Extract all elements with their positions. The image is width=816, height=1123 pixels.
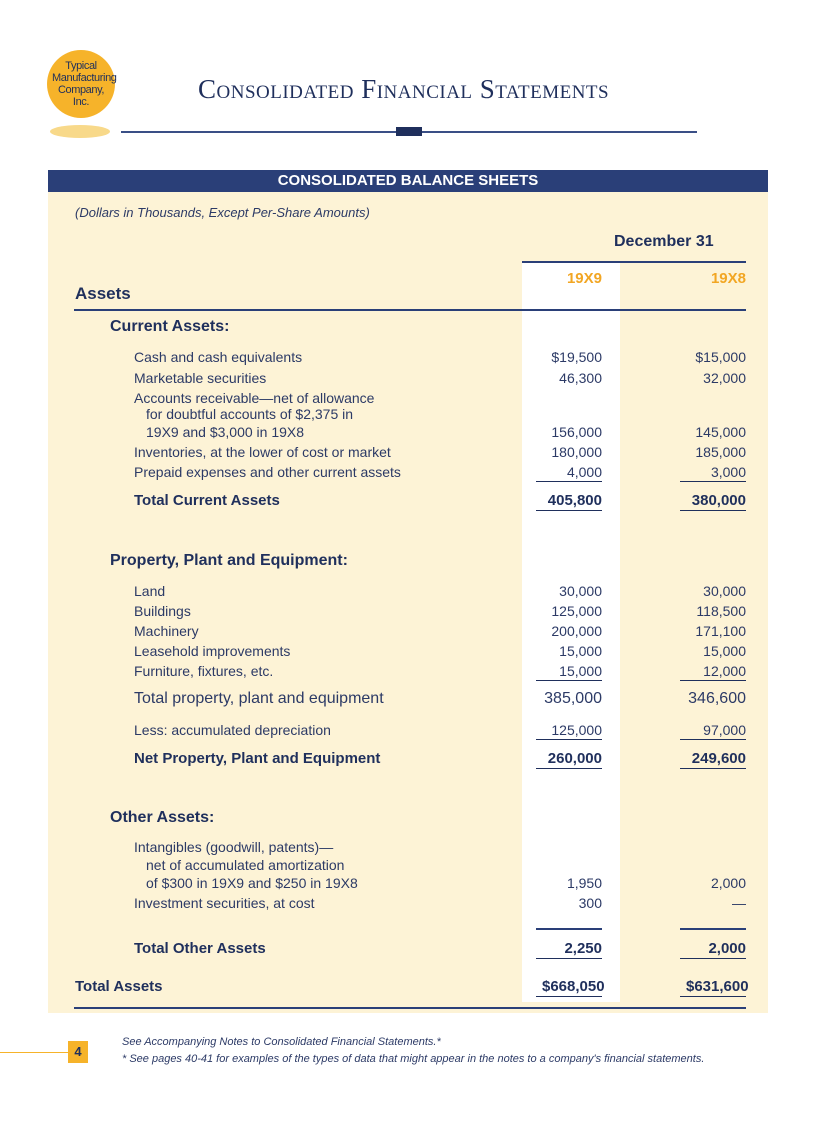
row-label: of $300 in 19X9 and $250 in 19X8 [146, 875, 358, 891]
value-19x8: 97,000 [680, 721, 746, 740]
value-19x9: 30,000 [559, 583, 602, 599]
footer-note: See Accompanying Notes to Consolidated Financial Statements.* [122, 1036, 441, 1048]
row-label: Land [134, 583, 166, 599]
value-19x9: 15,000 [559, 643, 602, 659]
row-label: for doubtful accounts of $2,375 in [146, 406, 354, 422]
page-number: 4 [68, 1041, 88, 1063]
value-19x8: 118,500 [696, 603, 746, 619]
value-19x9: 1,950 [566, 875, 602, 891]
total-assets-19x8: $631,600 [680, 978, 746, 997]
value-19x8: 185,000 [695, 444, 746, 460]
page-number-rule [0, 1052, 68, 1053]
footer-footnote: * See pages 40-41 for examples of the types of data that might appear in the notes to a company's financial statements. [122, 1053, 705, 1065]
value-19x9: 125,000 [536, 721, 602, 740]
row-label: Less: accumulated depreciation [134, 722, 331, 738]
underline [536, 928, 602, 930]
total-assets-19x9: $668,050 [536, 978, 602, 997]
subtotal-19x9: 385,000 [544, 690, 602, 707]
row-label: Marketable securities [134, 370, 267, 386]
page-title: Consolidated Financial Statements [198, 74, 610, 104]
value-19x9: 46,300 [559, 370, 602, 386]
value-19x9: 180,000 [551, 444, 602, 460]
logo-text: Typical Manufacturing Company, Inc. [52, 60, 117, 108]
total-19x9: 260,000 [536, 750, 602, 769]
row-label: Cash and cash equivalents [134, 349, 303, 365]
value-19x8: 3,000 [680, 463, 746, 482]
underline [680, 928, 746, 930]
value-19x9: 4,000 [536, 463, 602, 482]
total-19x9: 405,800 [536, 492, 602, 511]
other-assets-heading: Other Assets: [110, 809, 215, 826]
total-19x8: 380,000 [680, 492, 746, 511]
year-19x9: 19X9 [566, 270, 602, 287]
logo-shadow [50, 125, 110, 138]
total-19x8: 249,600 [680, 750, 746, 769]
current-assets-heading: Current Assets: [110, 318, 230, 335]
row-label: Machinery [134, 623, 199, 639]
total-19x9: 2,250 [536, 940, 602, 959]
value-19x9: 125,000 [551, 603, 602, 619]
value-19x9: 200,000 [551, 623, 602, 639]
row-label: net of accumulated amortization [146, 857, 345, 873]
row-label: Leasehold improvements [134, 643, 291, 659]
units-note: (Dollars in Thousands, Except Per-Share Amounts) [75, 205, 370, 220]
ppe-heading: Property, Plant and Equipment: [110, 552, 348, 569]
assets-heading: Assets [75, 284, 131, 303]
total-label: Total Current Assets [134, 492, 280, 509]
total-label: Total Other Assets [134, 940, 266, 957]
value-19x8: 15,000 [703, 643, 746, 659]
subtotal-label: Total property, plant and equipment [134, 690, 384, 707]
value-19x9: $19,500 [551, 349, 602, 365]
total-19x8: 2,000 [680, 940, 746, 959]
row-label: Accounts receivable—net of allowance [134, 390, 375, 406]
value-19x8: 2,000 [710, 875, 746, 891]
period-header: December 31 [614, 233, 714, 250]
row-label: Intangibles (goodwill, patents)— [134, 839, 334, 855]
total-label: Net Property, Plant and Equipment [134, 750, 381, 767]
bottom-rule [74, 1007, 746, 1009]
value-19x8: — [732, 895, 746, 911]
value-19x8: 32,000 [703, 370, 746, 386]
value-19x8: 30,000 [703, 583, 746, 599]
value-19x9: 15,000 [536, 662, 602, 681]
row-label: Buildings [134, 603, 191, 619]
row-label: 19X9 and $3,000 in 19X8 [146, 424, 305, 440]
subtotal-19x8: 346,600 [688, 690, 746, 707]
assets-rule [74, 309, 746, 311]
value-19x9: 156,000 [551, 424, 602, 440]
row-label: Investment securities, at cost [134, 895, 315, 911]
value-19x8: 12,000 [680, 662, 746, 681]
title-rule-block [396, 127, 422, 136]
header-rule [522, 261, 746, 263]
section-bar: CONSOLIDATED BALANCE SHEETS [48, 170, 768, 192]
company-logo [47, 50, 115, 118]
year-19x8: 19X8 [710, 270, 746, 287]
row-label: Prepaid expenses and other current assets [134, 464, 401, 480]
value-19x8: $15,000 [695, 349, 746, 365]
value-19x8: 145,000 [695, 424, 746, 440]
row-label: Inventories, at the lower of cost or market [134, 444, 391, 460]
value-19x9: 300 [578, 895, 602, 911]
value-19x8: 171,100 [695, 623, 746, 639]
row-label: Furniture, fixtures, etc. [134, 663, 274, 679]
total-assets-label: Total Assets [75, 978, 163, 995]
